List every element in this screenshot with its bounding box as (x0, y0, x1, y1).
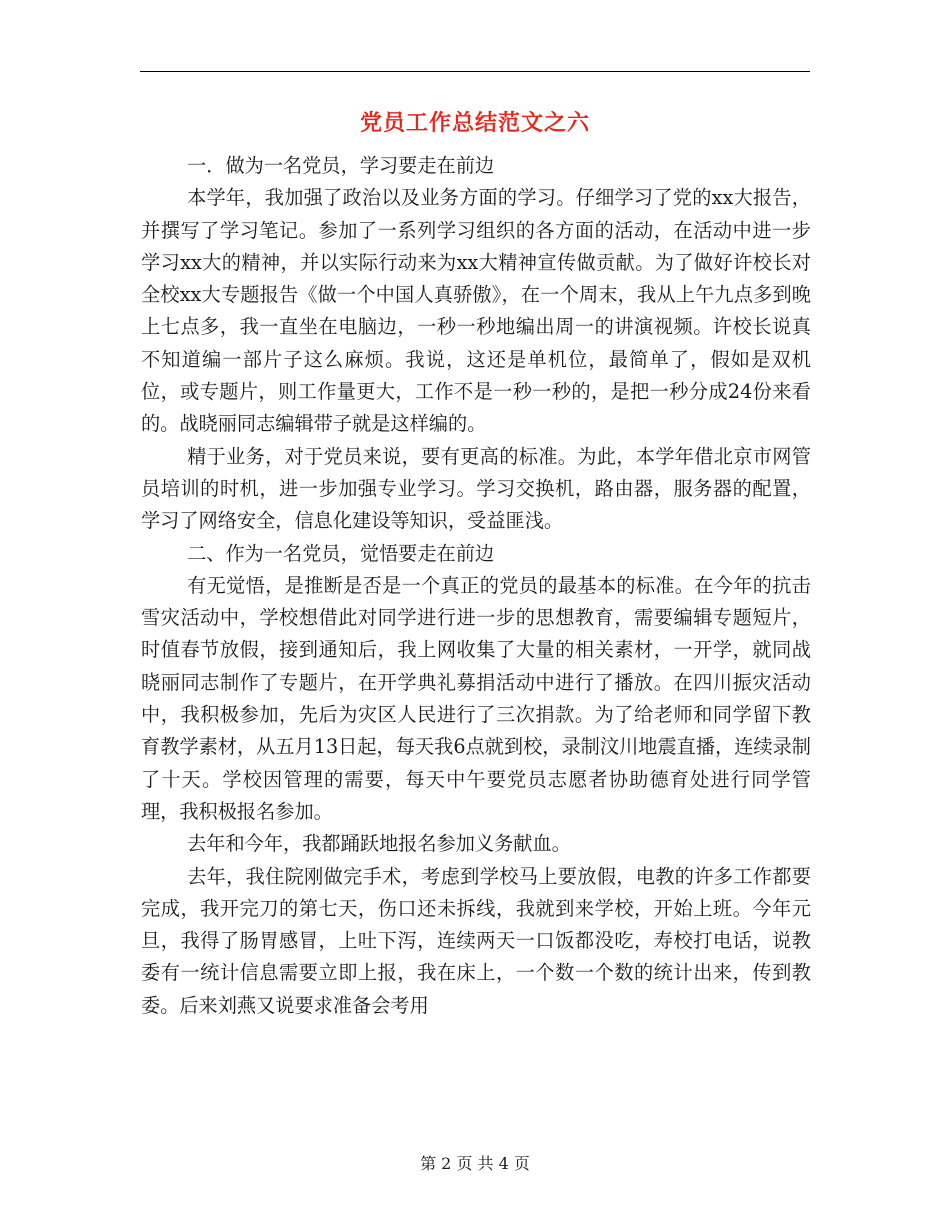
section-heading-1: 一．做为一名党员，学习要走在前边 (187, 154, 495, 177)
header-rule (140, 71, 810, 72)
body-paragraph: 本学年，我加强了政治以及业务方面的学习。仔细学习了党的xx大报告，并撰写了学习笔记。参加了一系列学习组织的各方面的活动，在活动中进一步学习xx大的精神，并以实际行动来为xx大精神宣传做贡献。为了做好许校长对全校xx大专题报告《做一个中国人真骄傲》，在一个周末，我从上午九点多到晚上七点多，我一直坐在电脑边，一秒一秒地编出周一的讲演视频。许校长说真不知道编一部片子这么麻烦。我说，这还是单机位，最简单了，假如是双机位，或专题片，则工作量更大，工作不是一秒一秒的，是把一秒分成24份来看的。战晓丽同志编辑带子就是这样编的。 (141, 186, 811, 436)
section-heading-2: 二、作为一名党员，觉悟要走在前边 (187, 541, 495, 565)
body-paragraph: 精于业务，对于党员来说，要有更高的标准。为此，本学年借北京市网管员培训的时机，进一步加强专业学习。学习交换机，路由器，服务器的配置，学习了网络安全，信息化建设等知识，受益匪浅。 (141, 444, 811, 533)
body-paragraph: 去年和今年，我都踊跃地报名参加义务献血。 (187, 832, 571, 856)
document-body (141, 150, 811, 1022)
body-paragraph: 去年，我住院刚做完手术，考虑到学校马上要放假，电教的许多工作都要完成，我开完刀的第七天，伤口还未拆线，我就到来学校，开始上班。今年元旦，我得了肠胃感冒，上吐下泻，连续两天一口饭都没吃，寿校打电话，说教委有一统计信息需要立即上报，我在床上，一个数一个数的统计出来，传到教委。后来刘燕又说要求准备会考用 (141, 864, 811, 1017)
document-title: 党员工作总结范文之六 (359, 110, 590, 136)
page-number-footer: 第 2 页 共 4 页 (420, 1154, 530, 1173)
body-paragraph: 有无觉悟，是推断是否是一个真正的党员的最基本的标准。在今年的抗击雪灾活动中，学校想借此对同学进行进一步的思想教育，需要编辑专题短片，时值春节放假，接到通知后，我上网收集了大量的相关素材，一开学，就同战晓丽同志制作了专题片，在开学典礼募捐活动中进行了播放。在四川振灾活动中，我积极参加，先后为灾区人民进行了三次捐款。为了给老师和同学留下教育教学素材，从五月13日起，每天我6点就到校，录制汶川地震直播，连续录制了十天。学校因管理的需要，每天中午要党员志愿者协助德育处进行同学管理，我积极报名参加。 (141, 573, 811, 823)
